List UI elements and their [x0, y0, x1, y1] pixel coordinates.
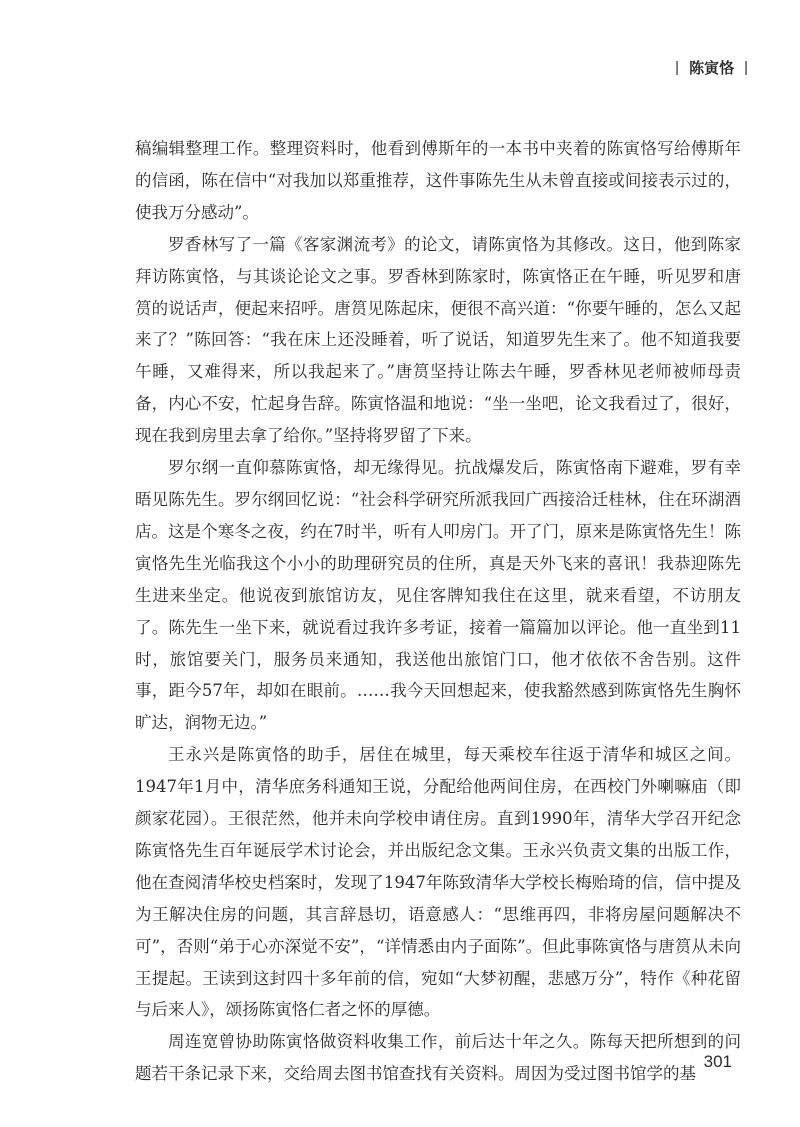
- paragraph: 王永兴是陈寅恪的助手，居住在城里，每天乘校车往返于清华和城区之间。1947年1月中，清华庶务科通知王说，分配给他两间住房，在西校门外喇嘛庙（即颜家花园）。王很茫然，他并未向学校申请住房。直到1990年，清华大学召开纪念陈寅恪先生百年诞辰学术讨论会，并出版纪念文集。王永兴负责文集的出版工作，他在查阅清华校史档案时，发现了1947年陈致清华大学校长梅贻琦的信，信中提及为王解决住房的问题，其言辞恳切，语意感人：“思维再四，非将房屋问题解决不可”，否则“弟于心亦深觉不安”，“详情悉由内子面陈”。但此事陈寅恪与唐筼从未向王提起。王读到这封四十多年前的信，宛如“大梦初醒，悲感万分”，特作《种花留与后来人》，颂扬陈寅恪仁者之怀的厚德。: [135, 745, 741, 1020]
- paragraph: 罗香林写了一篇《客家渊流考》的论文，请陈寅恪为其修改。这日，他到陈家拜访陈寅恪，与其谈论论文之事。罗香林到陈家时，陈寅恪正在午睡，听见罗和唐筼的说话声，便起来招呼。唐筼见陈起床，便很不高兴道：“你要午睡的，怎么又起来了？”陈回答：“我在床上还没睡着，听了说话，知道罗先生来了。他不知道我要午睡，又难得来，所以我起来了。”唐筼坚持让陈去午睡，罗香林见老师被师母责备，内心不安，忙起身告辞。陈寅恪温和地说：“坐一坐吧，论文我看过了，很好，现在我到房里去拿了给你。”坚持将罗留了下来。: [135, 234, 741, 446]
- header-left-bar: |: [675, 59, 680, 76]
- paragraph-continued: 稿编辑整理工作。整理资料时，他看到傅斯年的一本书中夹着的陈寅恪写给傅斯年的信函，陈在信中“对我加以郑重推荐，这件事陈先生从未曾直接或间接表示过的，使我万分感动”。: [135, 139, 741, 222]
- page-number: 301: [703, 1052, 732, 1071]
- paragraph: 罗尔纲一直仰慕陈寅恪，却无缘得见。抗战爆发后，陈寅恪南下避难，罗有幸晤见陈先生。罗尔纲回忆说：“社会科学研究所派我回广西接洽迁桂林，住在环湖酒店。这是个寒冬之夜，约在7时半，听有人叩房门。开了门，原来是陈寅恪先生！陈寅恪先生光临我这个小小的助理研究员的住所，真是天外飞来的喜讯！我恭迎陈先生进来坐定。他说夜到旅馆访友，见住客牌知我住在这里，就来看望，不访朋友了。陈先生一坐下来，就说看过我许多考证，接着一篇篇加以评论。他一直坐到11时，旅馆要关门，服务员来通知，我送他出旅馆门口，他才依依不舍告别。这件事，距今57年，却如在眼前。……我今天回想起来，使我豁然感到陈寅恪先生胸怀旷达，润物无边。”: [135, 458, 741, 733]
- paragraph: 周连宽曾协助陈寅恪做资料收集工作，前后达十年之久。陈每天把所想到的问题若干条记录下来，交给周去图书馆查找有关资料。周因为受过图书馆学的基: [135, 1032, 741, 1084]
- body-text: [135, 133, 741, 1090]
- header-right-bar: |: [744, 59, 748, 76]
- header-title: 陈寅恪: [689, 60, 735, 77]
- running-header: [675, 57, 748, 78]
